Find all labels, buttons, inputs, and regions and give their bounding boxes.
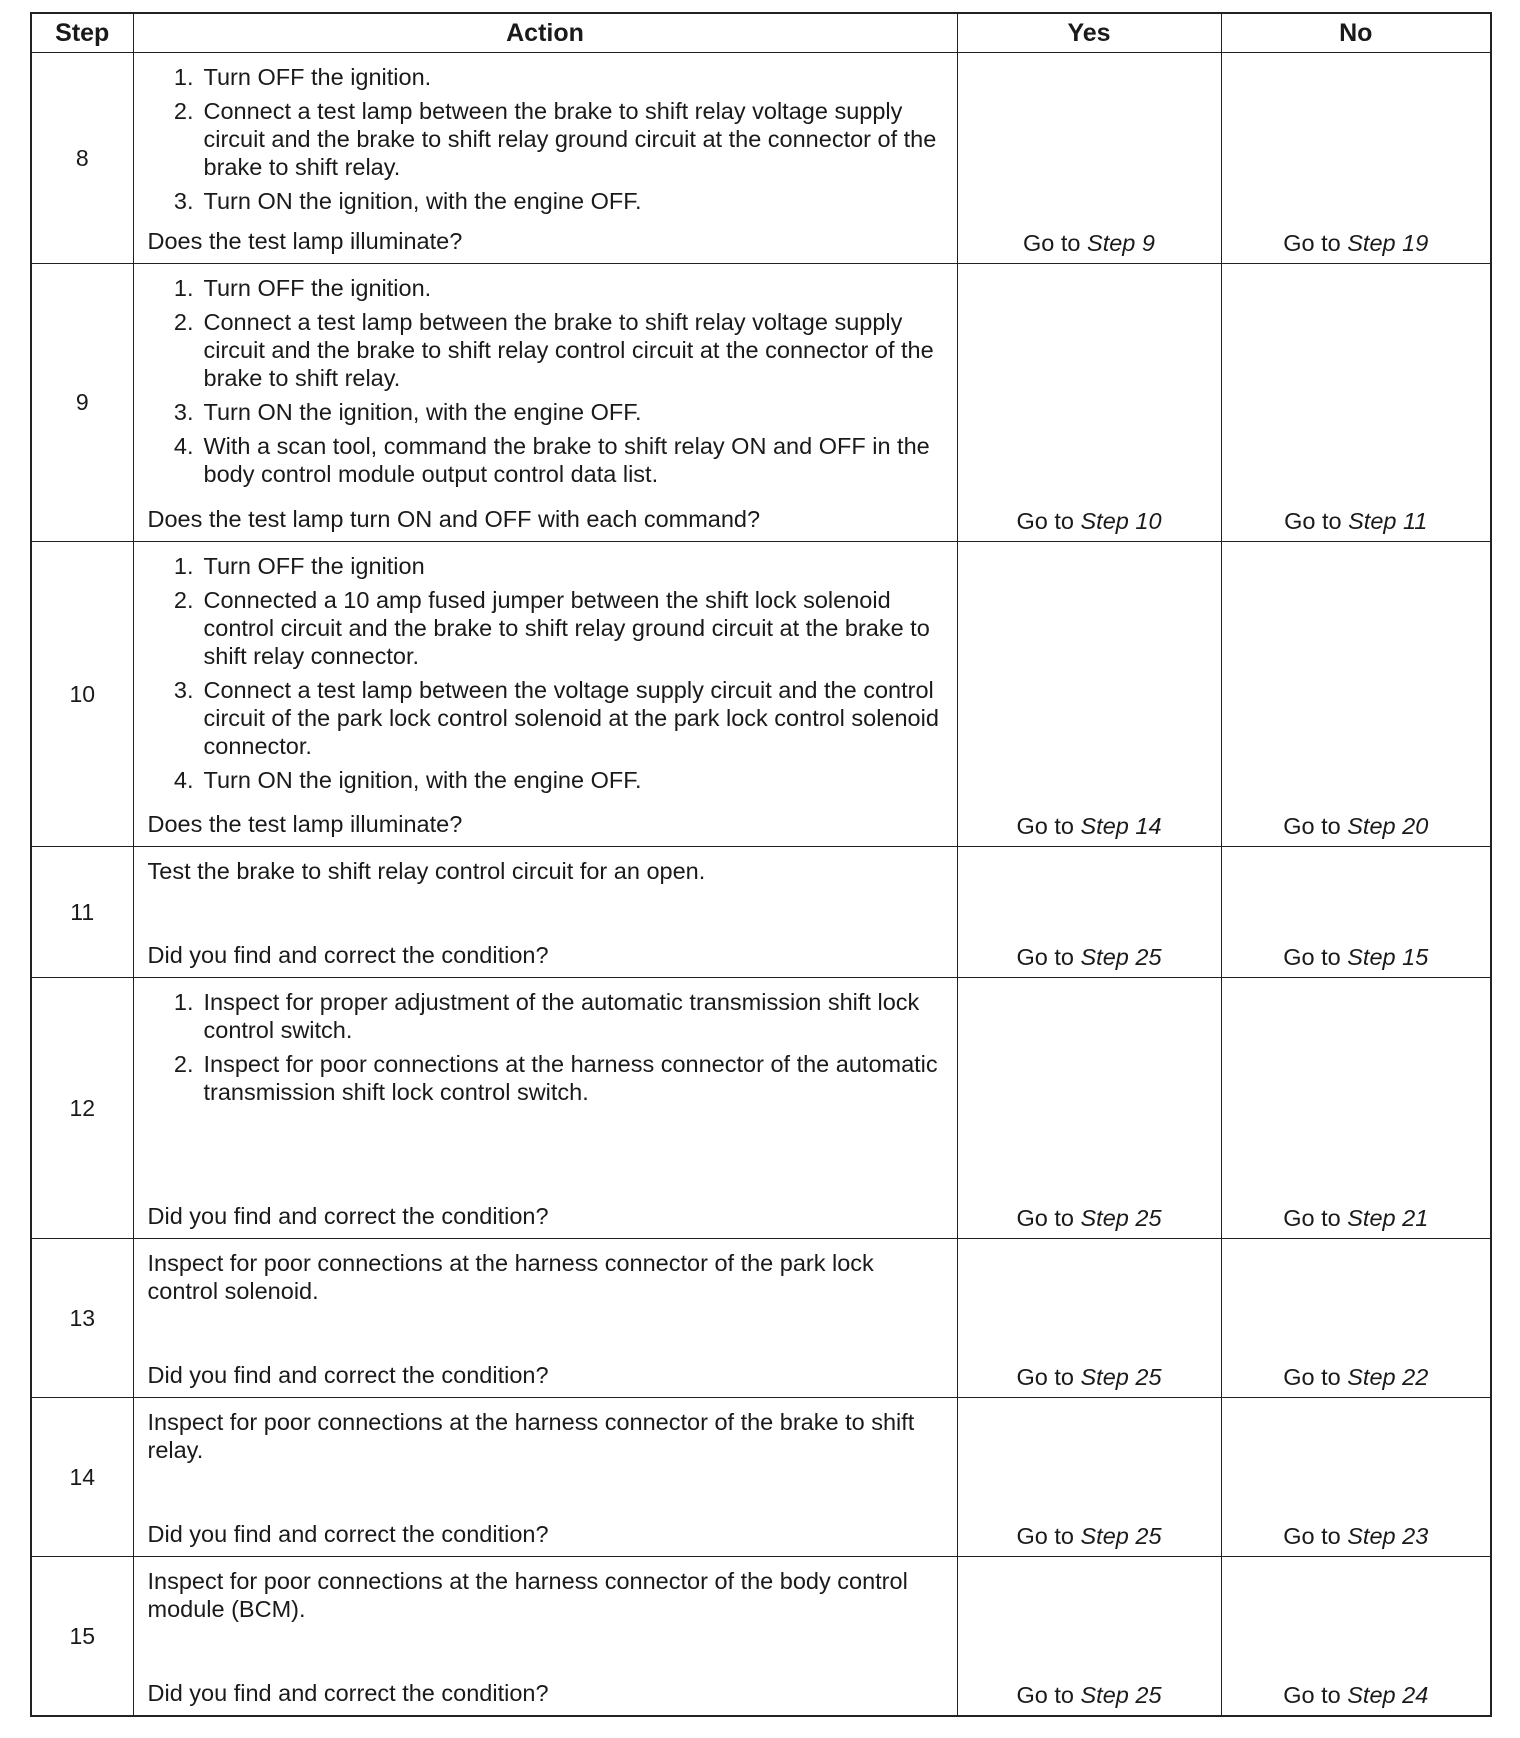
table-row bbox=[31, 847, 1491, 978]
action-cell bbox=[133, 53, 957, 264]
step-number: 9 bbox=[31, 264, 133, 542]
no-result bbox=[1221, 847, 1491, 978]
no-goto-label: Go to bbox=[1283, 1205, 1341, 1231]
no-goto-label: Go to bbox=[1284, 508, 1342, 534]
no-step-link[interactable]: Step 21 bbox=[1347, 1205, 1429, 1231]
action-question: Does the test lamp illuminate? bbox=[147, 811, 463, 837]
table-row bbox=[31, 1398, 1491, 1557]
action-text: Test the brake to shift relay control circuit for an open. bbox=[147, 858, 706, 884]
action-item bbox=[148, 586, 947, 670]
yes-result bbox=[957, 264, 1221, 542]
action-item bbox=[148, 988, 947, 1044]
yes-goto-label: Go to bbox=[1016, 944, 1074, 970]
yes-goto-label: Go to bbox=[1016, 1205, 1074, 1231]
action-text: Inspect for poor connections at the harness connector of the park lock control solenoid. bbox=[147, 1250, 874, 1304]
yes-result bbox=[957, 847, 1221, 978]
action-question: Did you find and correct the condition? bbox=[147, 1521, 549, 1547]
no-step-link[interactable]: Step 24 bbox=[1347, 1682, 1429, 1708]
action-item bbox=[148, 398, 947, 426]
action-item-number: 2. bbox=[173, 587, 194, 613]
action-item bbox=[148, 63, 947, 91]
no-result bbox=[1221, 53, 1491, 264]
action-item-number: 4. bbox=[173, 767, 194, 793]
action-cell bbox=[133, 978, 957, 1239]
no-result bbox=[1221, 1557, 1491, 1717]
yes-step-link[interactable]: Step 14 bbox=[1080, 813, 1162, 839]
action-list bbox=[148, 63, 947, 215]
action-list bbox=[148, 552, 947, 794]
diagnostic-table bbox=[30, 12, 1492, 1717]
action-item-text: Turn ON the ignition, with the engine OFF. bbox=[203, 399, 642, 425]
action-question: Did you find and correct the condition? bbox=[147, 1362, 549, 1388]
step-number: 8 bbox=[31, 53, 133, 264]
yes-goto-label: Go to bbox=[1016, 508, 1074, 534]
no-step-link[interactable]: Step 22 bbox=[1347, 1364, 1429, 1390]
action-question: Did you find and correct the condition? bbox=[147, 942, 549, 968]
action-item bbox=[148, 97, 947, 181]
no-goto-label: Go to bbox=[1283, 230, 1341, 256]
header-action: Action bbox=[133, 13, 957, 53]
action-item-number: 1. bbox=[173, 275, 194, 301]
action-item-number: 1. bbox=[173, 553, 194, 579]
action-item bbox=[148, 1050, 947, 1106]
action-item bbox=[148, 274, 947, 302]
action-item-text: Inspect for proper adjustment of the automatic transmission shift lock control switch. bbox=[203, 989, 920, 1043]
yes-goto-label: Go to bbox=[1016, 1523, 1074, 1549]
action-item-text: Connect a test lamp between the voltage supply circuit and the control circuit of the park lock control solenoid at the park lock control solenoid connector. bbox=[203, 677, 939, 759]
action-list bbox=[148, 274, 947, 488]
action-item bbox=[148, 187, 947, 215]
no-goto-label: Go to bbox=[1283, 813, 1341, 839]
no-step-link[interactable]: Step 20 bbox=[1347, 813, 1429, 839]
header-step: Step bbox=[31, 13, 133, 53]
step-number: 11 bbox=[31, 847, 133, 978]
action-list bbox=[148, 988, 947, 1106]
no-step-link[interactable]: Step 19 bbox=[1347, 230, 1429, 256]
step-number: 14 bbox=[31, 1398, 133, 1557]
action-question: Did you find and correct the condition? bbox=[147, 1203, 549, 1229]
action-cell bbox=[133, 264, 957, 542]
no-goto-label: Go to bbox=[1283, 1523, 1341, 1549]
table-row bbox=[31, 53, 1491, 264]
step-number: 13 bbox=[31, 1239, 133, 1398]
yes-result bbox=[957, 978, 1221, 1239]
yes-goto-label: Go to bbox=[1016, 813, 1074, 839]
header-yes: Yes bbox=[957, 13, 1221, 53]
no-goto-label: Go to bbox=[1283, 1364, 1341, 1390]
action-item bbox=[148, 308, 947, 392]
action-item-number: 1. bbox=[173, 989, 194, 1015]
action-item bbox=[148, 432, 947, 488]
action-item-text: Inspect for poor connections at the harness connector of the automatic transmission shift lock control switch. bbox=[203, 1051, 938, 1105]
action-cell bbox=[133, 847, 957, 978]
header-no: No bbox=[1221, 13, 1491, 53]
no-result bbox=[1221, 1398, 1491, 1557]
table-row bbox=[31, 542, 1491, 847]
yes-result bbox=[957, 1557, 1221, 1717]
yes-result bbox=[957, 1239, 1221, 1398]
table-row bbox=[31, 978, 1491, 1239]
no-step-link[interactable]: Step 15 bbox=[1347, 944, 1429, 970]
action-item-text: With a scan tool, command the brake to shift relay ON and OFF in the body control module output control data list. bbox=[203, 433, 930, 487]
action-item-number: 2. bbox=[173, 1051, 194, 1077]
yes-goto-label: Go to bbox=[1023, 230, 1081, 256]
yes-step-link[interactable]: Step 25 bbox=[1080, 1205, 1162, 1231]
yes-step-link[interactable]: Step 25 bbox=[1080, 1364, 1162, 1390]
yes-step-link[interactable]: Step 10 bbox=[1080, 508, 1162, 534]
action-item-text: Connected a 10 amp fused jumper between the shift lock solenoid control circuit and the brake to shift relay ground circuit at the brake to shift relay connector. bbox=[203, 587, 930, 669]
no-goto-label: Go to bbox=[1283, 944, 1341, 970]
action-cell bbox=[133, 542, 957, 847]
table-row bbox=[31, 264, 1491, 542]
table-row bbox=[31, 1239, 1491, 1398]
yes-result bbox=[957, 542, 1221, 847]
no-result bbox=[1221, 542, 1491, 847]
action-text: Inspect for poor connections at the harness connector of the body control module (BCM). bbox=[147, 1568, 908, 1622]
action-item-text: Turn OFF the ignition. bbox=[203, 64, 432, 90]
no-result bbox=[1221, 978, 1491, 1239]
action-cell bbox=[133, 1239, 957, 1398]
action-item-text: Turn ON the ignition, with the engine OFF. bbox=[203, 188, 642, 214]
action-item-number: 2. bbox=[173, 98, 194, 124]
action-cell bbox=[133, 1398, 957, 1557]
yes-step-link[interactable]: Step 25 bbox=[1080, 1523, 1162, 1549]
action-item-text: Turn OFF the ignition. bbox=[203, 275, 432, 301]
header-row bbox=[31, 13, 1491, 53]
action-item-text: Connect a test lamp between the brake to shift relay voltage supply circuit and the brake to shift relay ground circuit at the connector of the brake to shift relay. bbox=[203, 98, 937, 180]
no-goto-label: Go to bbox=[1283, 1682, 1341, 1708]
action-text: Inspect for poor connections at the harness connector of the brake to shift relay. bbox=[147, 1409, 915, 1463]
yes-step-link[interactable]: Step 9 bbox=[1087, 230, 1155, 256]
yes-goto-label: Go to bbox=[1016, 1682, 1074, 1708]
action-item bbox=[148, 552, 947, 580]
action-item-number: 4. bbox=[173, 433, 194, 459]
action-item-number: 3. bbox=[173, 399, 194, 425]
no-step-link[interactable]: Step 11 bbox=[1348, 508, 1428, 534]
action-item-text: Turn OFF the ignition bbox=[203, 553, 425, 579]
action-question: Did you find and correct the condition? bbox=[147, 1680, 549, 1706]
action-item-number: 2. bbox=[173, 309, 194, 335]
yes-step-link[interactable]: Step 25 bbox=[1080, 1682, 1162, 1708]
action-item-text: Connect a test lamp between the brake to shift relay voltage supply circuit and the brake to shift relay control circuit at the connector of the brake to shift relay. bbox=[203, 309, 934, 391]
action-question: Does the test lamp illuminate? bbox=[147, 228, 463, 254]
step-number: 10 bbox=[31, 542, 133, 847]
yes-result bbox=[957, 53, 1221, 264]
action-item bbox=[148, 766, 947, 794]
step-number: 12 bbox=[31, 978, 133, 1239]
step-number: 15 bbox=[31, 1557, 133, 1717]
yes-result bbox=[957, 1398, 1221, 1557]
table-row bbox=[31, 1557, 1491, 1717]
yes-goto-label: Go to bbox=[1016, 1364, 1074, 1390]
yes-step-link[interactable]: Step 25 bbox=[1080, 944, 1162, 970]
action-item-text: Turn ON the ignition, with the engine OFF. bbox=[203, 767, 642, 793]
action-item-number: 3. bbox=[173, 677, 194, 703]
action-question: Does the test lamp turn ON and OFF with each command? bbox=[147, 506, 761, 532]
action-item bbox=[148, 676, 947, 760]
no-result bbox=[1221, 264, 1491, 542]
no-result bbox=[1221, 1239, 1491, 1398]
action-cell bbox=[133, 1557, 957, 1717]
action-item-number: 3. bbox=[173, 188, 194, 214]
action-item-number: 1. bbox=[173, 64, 194, 90]
no-step-link[interactable]: Step 23 bbox=[1347, 1523, 1429, 1549]
